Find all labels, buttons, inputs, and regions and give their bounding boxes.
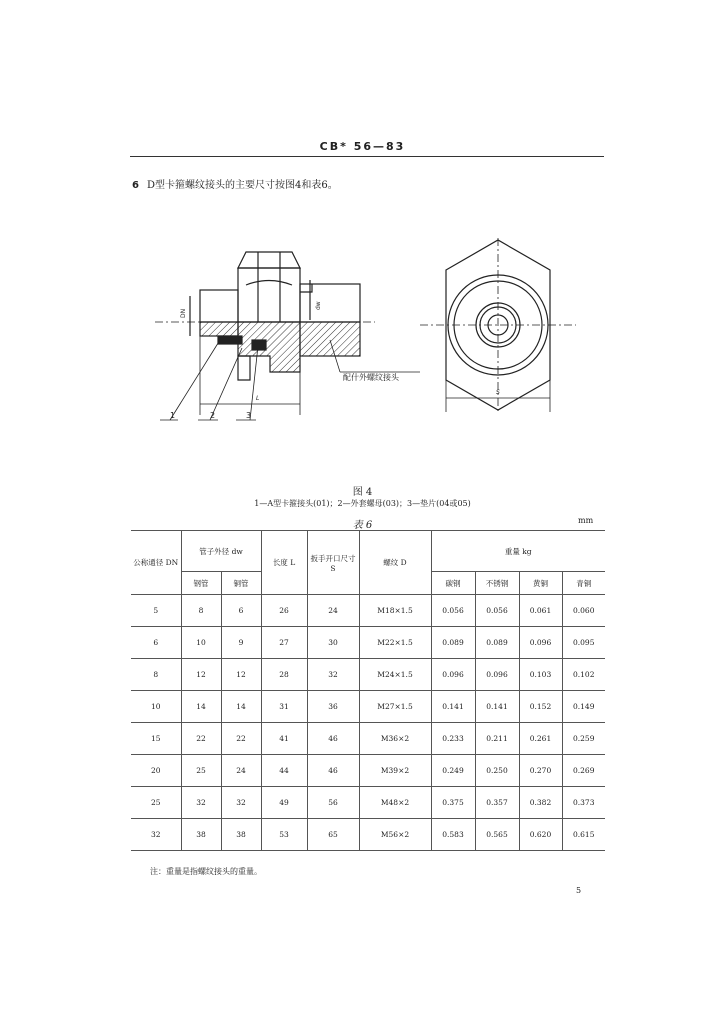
dim-l: L bbox=[256, 395, 260, 402]
cell-w-brass: 0.270 bbox=[519, 755, 562, 787]
cell-thread: M22×1.5 bbox=[359, 627, 431, 659]
dim-dw: dw bbox=[315, 301, 322, 310]
cell-w-stainless: 0.565 bbox=[475, 819, 519, 851]
cell-steel: 32 bbox=[181, 787, 221, 819]
cell-w-stainless: 0.211 bbox=[475, 723, 519, 755]
cell-steel: 22 bbox=[181, 723, 221, 755]
table-row bbox=[131, 595, 605, 627]
callout-3: 3 bbox=[246, 411, 252, 420]
cell-copper: 14 bbox=[221, 691, 261, 723]
cell-steel: 14 bbox=[181, 691, 221, 723]
cell-copper: 6 bbox=[221, 595, 261, 627]
page-number: 5 bbox=[576, 886, 582, 895]
cell-wrench: 30 bbox=[307, 627, 359, 659]
cell-w-brass: 0.620 bbox=[519, 819, 562, 851]
cell-w-brass: 0.261 bbox=[519, 723, 562, 755]
cell-length: 41 bbox=[261, 723, 307, 755]
section-view bbox=[155, 252, 420, 420]
cell-dn: 6 bbox=[131, 627, 181, 659]
cell-w-bronze: 0.373 bbox=[562, 787, 605, 819]
side-label: 配什外螺纹接头 bbox=[343, 373, 399, 382]
cell-length: 27 bbox=[261, 627, 307, 659]
cell-dn: 10 bbox=[131, 691, 181, 723]
table-row bbox=[131, 723, 605, 755]
dimension-table bbox=[131, 530, 605, 851]
cell-thread: M36×2 bbox=[359, 723, 431, 755]
header-bronze: 青铜 bbox=[562, 572, 605, 595]
cell-copper: 24 bbox=[221, 755, 261, 787]
cell-w-stainless: 0.141 bbox=[475, 691, 519, 723]
cell-w-brass: 0.382 bbox=[519, 787, 562, 819]
cell-dn: 32 bbox=[131, 819, 181, 851]
cell-copper: 12 bbox=[221, 659, 261, 691]
table-note: 注：重量是指螺纹接头的重量。 bbox=[150, 867, 262, 876]
cell-w-stainless: 0.089 bbox=[475, 627, 519, 659]
cell-length: 26 bbox=[261, 595, 307, 627]
callout-1: 1 bbox=[170, 411, 176, 420]
table-row bbox=[131, 627, 605, 659]
cell-dn: 8 bbox=[131, 659, 181, 691]
cell-w-carbon: 0.089 bbox=[431, 627, 475, 659]
header-pipe-od: 管子外径 dw bbox=[181, 531, 261, 572]
cell-thread: M39×2 bbox=[359, 755, 431, 787]
header-brass: 黄铜 bbox=[519, 572, 562, 595]
header-weight: 重量 kg bbox=[431, 531, 605, 572]
cell-dn: 5 bbox=[131, 595, 181, 627]
header-dn: 公称通径 DN bbox=[131, 531, 181, 595]
table-row bbox=[131, 787, 605, 819]
cell-thread: M24×1.5 bbox=[359, 659, 431, 691]
cell-wrench: 46 bbox=[307, 755, 359, 787]
cell-w-carbon: 0.096 bbox=[431, 659, 475, 691]
technical-drawing bbox=[0, 0, 725, 480]
cell-w-carbon: 0.583 bbox=[431, 819, 475, 851]
cell-w-stainless: 0.250 bbox=[475, 755, 519, 787]
cell-w-stainless: 0.056 bbox=[475, 595, 519, 627]
cell-steel: 25 bbox=[181, 755, 221, 787]
cell-wrench: 36 bbox=[307, 691, 359, 723]
cell-w-brass: 0.061 bbox=[519, 595, 562, 627]
cell-thread: M18×1.5 bbox=[359, 595, 431, 627]
callout-2: 2 bbox=[210, 411, 216, 420]
figure-caption: 1—A型卡箍接头(01)；2—外套螺母(03)；3—垫片(04或05) bbox=[254, 499, 471, 508]
intro-text: D型卡箍螺纹接头的主要尺寸按图4和表6。 bbox=[146, 180, 338, 191]
section-number: 6 bbox=[132, 180, 139, 191]
cell-thread: M56×2 bbox=[359, 819, 431, 851]
cell-copper: 32 bbox=[221, 787, 261, 819]
header-wrench: 扳手开口尺寸 S bbox=[307, 531, 359, 595]
cell-w-brass: 0.096 bbox=[519, 627, 562, 659]
cell-thread: M48×2 bbox=[359, 787, 431, 819]
cell-steel: 8 bbox=[181, 595, 221, 627]
cell-wrench: 65 bbox=[307, 819, 359, 851]
cell-w-carbon: 0.249 bbox=[431, 755, 475, 787]
dim-dn: DN bbox=[180, 308, 187, 318]
cell-steel: 38 bbox=[181, 819, 221, 851]
cell-w-bronze: 0.102 bbox=[562, 659, 605, 691]
header-stainless: 不锈钢 bbox=[475, 572, 519, 595]
table-row bbox=[131, 691, 605, 723]
end-view bbox=[420, 238, 576, 412]
cell-w-bronze: 0.060 bbox=[562, 595, 605, 627]
header-length: 长度 L bbox=[261, 531, 307, 595]
document-code-header: CB* 56—83 bbox=[319, 140, 406, 153]
cell-w-brass: 0.152 bbox=[519, 691, 562, 723]
dim-s: S bbox=[496, 389, 500, 396]
figure-title: 图 4 bbox=[352, 487, 373, 498]
cell-w-carbon: 0.056 bbox=[431, 595, 475, 627]
cell-dn: 20 bbox=[131, 755, 181, 787]
cell-w-bronze: 0.269 bbox=[562, 755, 605, 787]
cell-w-carbon: 0.141 bbox=[431, 691, 475, 723]
cell-length: 53 bbox=[261, 819, 307, 851]
cell-length: 28 bbox=[261, 659, 307, 691]
cell-wrench: 56 bbox=[307, 787, 359, 819]
table-row bbox=[131, 755, 605, 787]
cell-w-bronze: 0.095 bbox=[562, 627, 605, 659]
cell-length: 49 bbox=[261, 787, 307, 819]
table-row bbox=[131, 659, 605, 691]
cell-steel: 12 bbox=[181, 659, 221, 691]
cell-wrench: 24 bbox=[307, 595, 359, 627]
cell-wrench: 46 bbox=[307, 723, 359, 755]
cell-steel: 10 bbox=[181, 627, 221, 659]
cell-dn: 15 bbox=[131, 723, 181, 755]
cell-w-stainless: 0.357 bbox=[475, 787, 519, 819]
cell-w-carbon: 0.233 bbox=[431, 723, 475, 755]
header-carbon-steel: 碳钢 bbox=[431, 572, 475, 595]
cell-w-carbon: 0.375 bbox=[431, 787, 475, 819]
cell-copper: 22 bbox=[221, 723, 261, 755]
table-title: 表 6 bbox=[352, 520, 373, 531]
table-unit: mm bbox=[578, 516, 594, 525]
cell-w-bronze: 0.259 bbox=[562, 723, 605, 755]
header-steel-pipe: 钢管 bbox=[181, 572, 221, 595]
cell-w-bronze: 0.149 bbox=[562, 691, 605, 723]
cell-length: 31 bbox=[261, 691, 307, 723]
cell-copper: 38 bbox=[221, 819, 261, 851]
cell-wrench: 32 bbox=[307, 659, 359, 691]
cell-w-stainless: 0.096 bbox=[475, 659, 519, 691]
cell-copper: 9 bbox=[221, 627, 261, 659]
table-row bbox=[131, 819, 605, 851]
cell-w-brass: 0.103 bbox=[519, 659, 562, 691]
cell-thread: M27×1.5 bbox=[359, 691, 431, 723]
header-copper-pipe: 铜管 bbox=[221, 572, 261, 595]
cell-dn: 25 bbox=[131, 787, 181, 819]
cell-length: 44 bbox=[261, 755, 307, 787]
header-thread: 螺纹 D bbox=[359, 531, 431, 595]
cell-w-bronze: 0.615 bbox=[562, 819, 605, 851]
